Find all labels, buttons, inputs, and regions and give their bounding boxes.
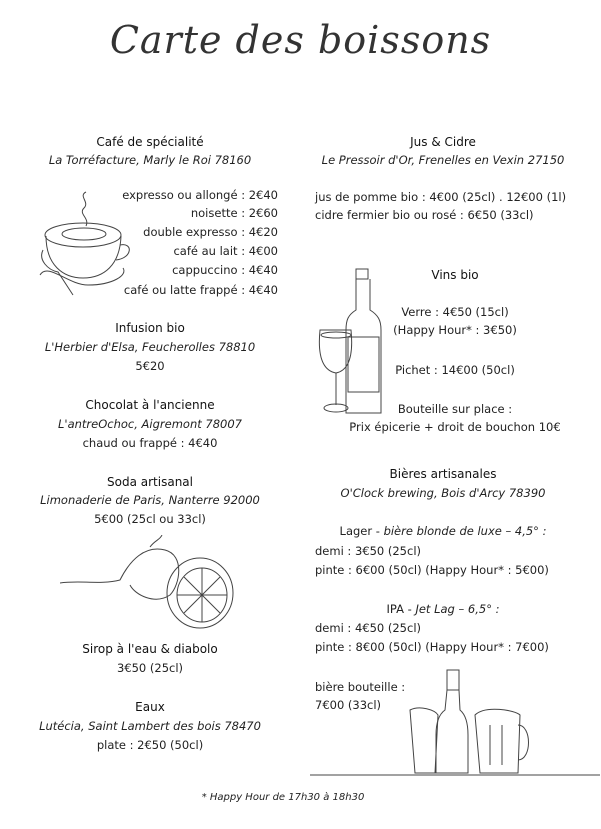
jus-heading: Jus & Cidre: [410, 135, 476, 149]
cafe-item: double expresso : 4€20: [143, 225, 278, 239]
vins-prix: Prix épicerie + droit de bouchon 10€: [349, 420, 561, 434]
ipa-pinte: pinte : 8€00 (50cl) (Happy Hour* : 7€00): [315, 640, 549, 654]
bieres-heading: Bières artisanales: [389, 467, 497, 481]
infusion-heading: Infusion bio: [115, 321, 185, 335]
infusion-price: 5€20: [135, 359, 165, 373]
ipa-title: [387, 602, 500, 616]
jus-item: jus de pomme bio : 4€00 (25cl) . 12€00 (1l): [315, 190, 567, 204]
vins-verre: Verre : 4€50 (15cl): [401, 305, 509, 319]
ipa-name: IPA -: [386, 602, 416, 616]
vins-bouteille: Bouteille sur place :: [397, 402, 513, 416]
lager-name: Lager -: [339, 524, 384, 538]
vins-happy-hour: (Happy Hour* : 3€50): [393, 323, 517, 337]
biere-bouteille-price: 7€00 (33cl): [315, 698, 382, 712]
soda-source: Limonaderie de Paris, Nanterre 92000: [40, 493, 260, 507]
coffee-cup-icon: [38, 190, 133, 300]
lager-title: [340, 524, 547, 538]
vins-pichet: Pichet : 14€00 (50cl): [395, 363, 515, 377]
footnote: * Happy Hour de 17h30 à 18h30: [201, 792, 365, 803]
eaux-price: plate : 2€50 (50cl): [96, 738, 204, 752]
ipa-demi: demi : 4€50 (25cl): [315, 621, 422, 635]
eaux-source: Lutécia, Saint Lambert des bois 78470: [39, 719, 261, 733]
cafe-item: café au lait : 4€00: [173, 244, 278, 258]
page-title: Carte des boissons: [109, 18, 492, 62]
bieres-source: O'Clock brewing, Bois d'Arcy 78390: [340, 486, 546, 500]
ipa-desc: Jet Lag – 6,5° :: [415, 602, 500, 616]
cafe-item: noisette : 2€60: [190, 206, 278, 220]
lager-desc: bière blonde de luxe – 4,5° :: [383, 524, 547, 538]
chocolat-heading: Chocolat à l'ancienne: [85, 398, 215, 412]
sirop-heading: Sirop à l'eau & diabolo: [82, 642, 218, 656]
vins-heading: Vins bio: [431, 268, 479, 282]
eaux-heading: Eaux: [135, 700, 165, 714]
lemon-icon: [60, 535, 260, 635]
lager-demi: demi : 3€50 (25cl): [315, 544, 422, 558]
beer-glasses-icon: [310, 665, 600, 780]
infusion-source: L'Herbier d'Elsa, Feucherolles 78810: [44, 340, 256, 354]
wine-bottle-glass-icon: [318, 265, 383, 420]
cafe-item: café ou latte frappé : 4€40: [123, 283, 278, 297]
soda-heading: Soda artisanal: [107, 475, 193, 489]
biere-bouteille: bière bouteille :: [315, 680, 406, 694]
soda-price: 5€00 (25cl ou 33cl): [94, 512, 206, 526]
cafe-item: expresso ou allongé : 2€40: [122, 188, 278, 202]
chocolat-source: L'antreOchoc, Aigremont 78007: [58, 417, 242, 431]
cafe-heading: Café de spécialité: [96, 135, 204, 149]
cafe-source: La Torréfacture, Marly le Roi 78160: [48, 153, 252, 167]
sirop-price: 3€50 (25cl): [116, 661, 184, 675]
cafe-item: cappuccino : 4€40: [172, 263, 278, 277]
jus-source: Le Pressoir d'Or, Frenelles en Vexin 27150: [321, 153, 565, 167]
chocolat-price: chaud ou frappé : 4€40: [82, 436, 218, 450]
lager-pinte: pinte : 6€00 (50cl) (Happy Hour* : 5€00): [315, 563, 549, 577]
jus-item: cidre fermier bio ou rosé : 6€50 (33cl): [315, 208, 534, 222]
